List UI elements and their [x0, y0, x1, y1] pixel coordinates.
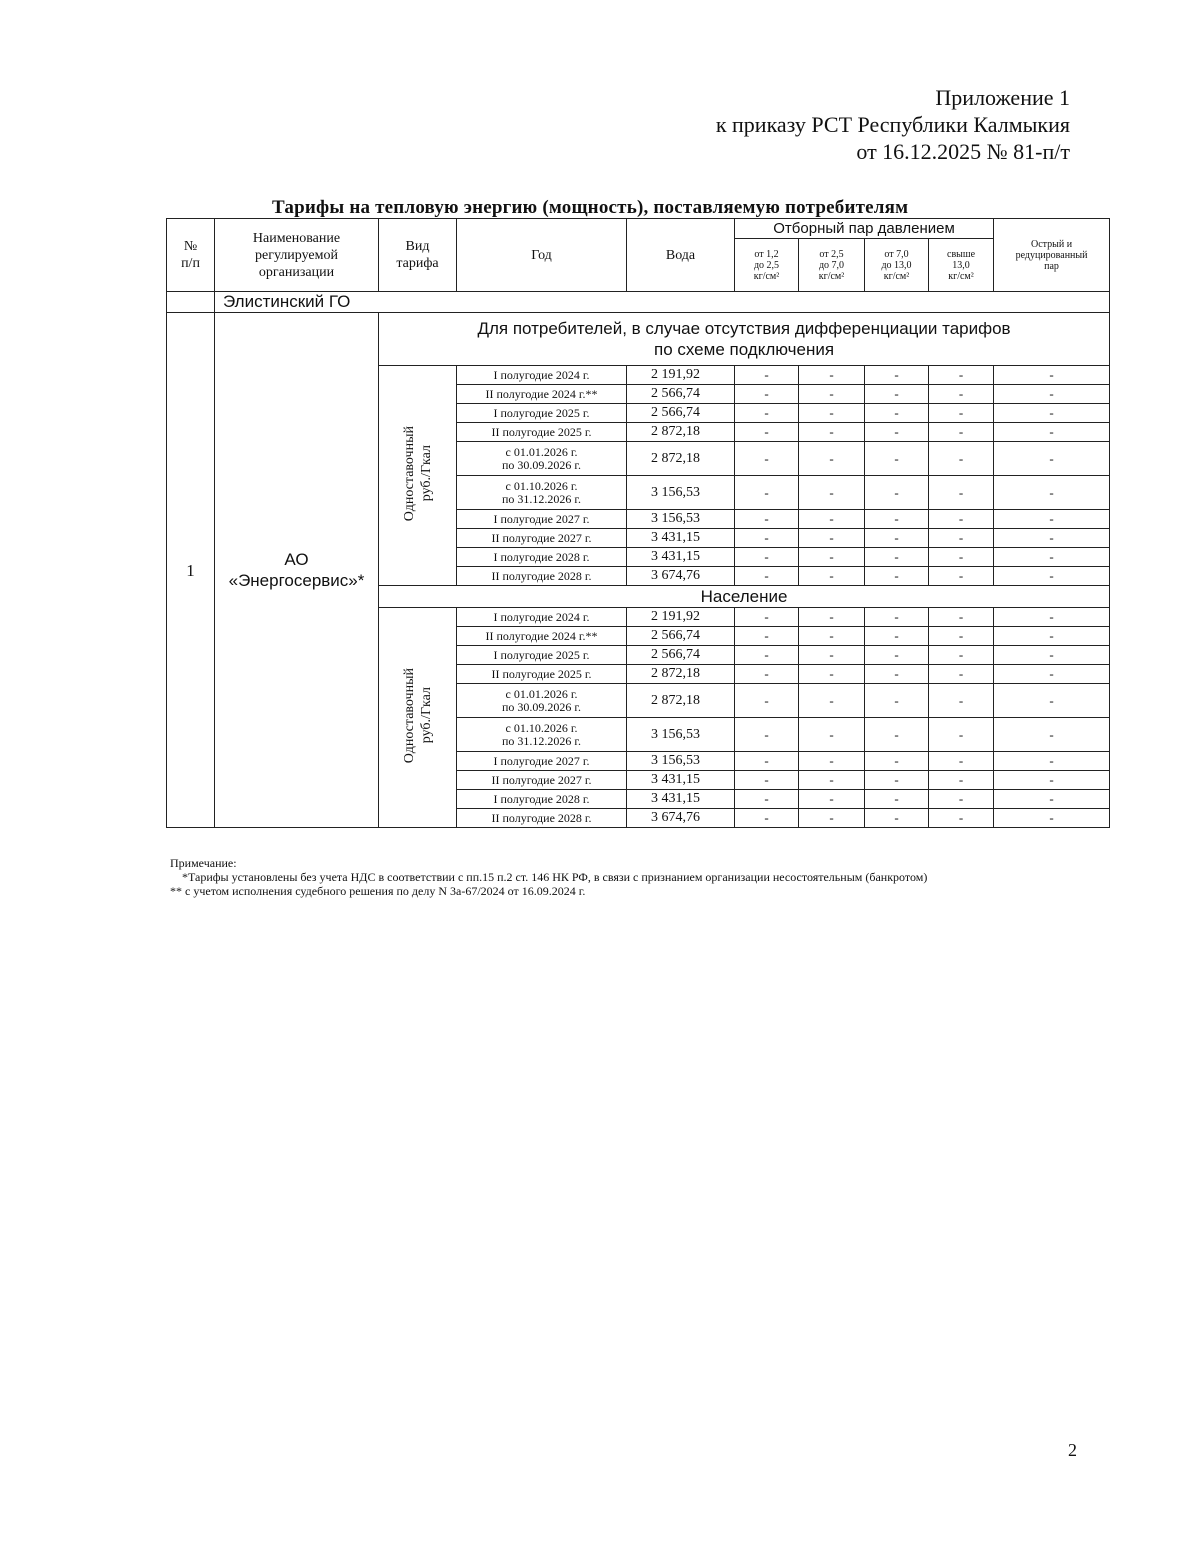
pressure-1-cell: -	[735, 627, 799, 646]
period-cell: I полугодие 2024 г.	[457, 608, 627, 627]
water-tariff-cell: 2 872,18	[627, 423, 735, 442]
sharp-steam-cell: -	[994, 529, 1110, 548]
pressure-4-cell: -	[929, 529, 994, 548]
period-cell: II полугодие 2024 г.**	[457, 385, 627, 404]
sharp-steam-cell: -	[994, 665, 1110, 684]
header-tariff-type: Вид тарифа	[379, 219, 457, 292]
pressure-3-cell: -	[865, 366, 929, 385]
pressure-3-cell: -	[865, 476, 929, 510]
section-title: Население	[379, 586, 1110, 608]
pressure-4-cell: -	[929, 790, 994, 809]
pressure-2-cell: -	[799, 627, 865, 646]
pressure-2-cell: -	[799, 423, 865, 442]
row-number: 1	[167, 313, 215, 828]
pressure-3-cell: -	[865, 567, 929, 586]
pressure-4-cell: -	[929, 771, 994, 790]
period-cell: I полугодие 2027 г.	[457, 510, 627, 529]
period-cell: I полугодие 2027 г.	[457, 752, 627, 771]
pressure-3-cell: -	[865, 627, 929, 646]
district-empty-cell	[167, 292, 215, 313]
pressure-2-cell: -	[799, 404, 865, 423]
water-tariff-cell: 2 566,74	[627, 627, 735, 646]
pressure-3-cell: -	[865, 646, 929, 665]
sharp-steam-cell: -	[994, 567, 1110, 586]
period-cell: I полугодие 2025 г.	[457, 404, 627, 423]
header-org: Наименование регулируемой организации	[215, 219, 379, 292]
pressure-2-cell: -	[799, 608, 865, 627]
pressure-3-cell: -	[865, 548, 929, 567]
document-title: Тарифы на тепловую энергию (мощность), поставляемую потребителям	[272, 197, 909, 218]
sharp-steam-cell: -	[994, 790, 1110, 809]
water-tariff-cell: 3 156,53	[627, 510, 735, 529]
pressure-1-cell: -	[735, 442, 799, 476]
pressure-4-cell: -	[929, 809, 994, 828]
pressure-3-cell: -	[865, 529, 929, 548]
pressure-2-cell: -	[799, 718, 865, 752]
period-cell: с 01.01.2026 г. по 30.09.2026 г.	[457, 684, 627, 718]
water-tariff-cell: 3 156,53	[627, 476, 735, 510]
sharp-steam-cell: -	[994, 646, 1110, 665]
sharp-steam-cell: -	[994, 548, 1110, 567]
appendix-line-1: Приложение 1	[935, 85, 1070, 110]
pressure-4-cell: -	[929, 423, 994, 442]
tariff-type-cell	[379, 608, 457, 828]
pressure-3-cell: -	[865, 442, 929, 476]
pressure-2-cell: -	[799, 790, 865, 809]
pressure-3-cell: -	[865, 510, 929, 529]
water-tariff-cell: 3 431,15	[627, 548, 735, 567]
pressure-2-cell: -	[799, 548, 865, 567]
pressure-3-cell: -	[865, 718, 929, 752]
pressure-3-cell: -	[865, 752, 929, 771]
pressure-4-cell: -	[929, 404, 994, 423]
period-cell: с 01.10.2026 г. по 31.12.2026 г.	[457, 718, 627, 752]
period-cell: I полугодие 2028 г.	[457, 790, 627, 809]
pressure-4-cell: -	[929, 366, 994, 385]
pressure-2-cell: -	[799, 809, 865, 828]
note-1: *Тарифы установлены без учета НДС в соответствии с пп.15 п.2 ст. 146 НК РФ, в связи с признанием организации несостоятельным (банкротом)	[182, 870, 928, 884]
period-cell: I полугодие 2028 г.	[457, 548, 627, 567]
appendix-header	[716, 84, 1070, 165]
pressure-2-cell: -	[799, 771, 865, 790]
header-pressure-3: от 7,0 до 13,0 кг/см²	[865, 239, 929, 292]
pressure-3-cell: -	[865, 809, 929, 828]
sharp-steam-cell: -	[994, 718, 1110, 752]
header-pressure-2: от 2,5 до 7,0 кг/см²	[799, 239, 865, 292]
sharp-steam-cell: -	[994, 771, 1110, 790]
water-tariff-cell: 2 191,92	[627, 608, 735, 627]
water-tariff-cell: 2 872,18	[627, 442, 735, 476]
tariff-type-label: Одноставочный руб./Гкал	[401, 667, 434, 764]
sharp-steam-cell: -	[994, 809, 1110, 828]
header-pressure-1: от 1,2 до 2,5 кг/см²	[735, 239, 799, 292]
water-tariff-cell: 2 191,92	[627, 366, 735, 385]
appendix-line-2: к приказу РСТ Республики Калмыкия	[715, 112, 1070, 137]
water-tariff-cell: 2 566,74	[627, 646, 735, 665]
pressure-4-cell: -	[929, 646, 994, 665]
period-cell: I полугодие 2025 г.	[457, 646, 627, 665]
header-pressure-4: свыше 13,0 кг/см²	[929, 239, 994, 292]
page-number: 2	[1068, 1440, 1077, 1460]
pressure-4-cell: -	[929, 718, 994, 752]
pressure-1-cell: -	[735, 366, 799, 385]
water-tariff-cell: 2 872,18	[627, 684, 735, 718]
sharp-steam-cell: -	[994, 423, 1110, 442]
tariff-table	[166, 218, 1110, 828]
header-sharp-steam: Острый и редуцированный пар	[994, 219, 1110, 292]
district-name: Элистинский ГО	[215, 292, 1110, 313]
sharp-steam-cell: -	[994, 752, 1110, 771]
water-tariff-cell: 3 674,76	[627, 809, 735, 828]
pressure-4-cell: -	[929, 608, 994, 627]
pressure-1-cell: -	[735, 529, 799, 548]
period-cell: II полугодие 2028 г.	[457, 567, 627, 586]
pressure-1-cell: -	[735, 404, 799, 423]
appendix-line-3: от 16.12.2025 № 81-п/т	[856, 139, 1070, 164]
tariff-type-label: Одноставочный руб./Гкал	[401, 425, 434, 522]
sharp-steam-cell: -	[994, 510, 1110, 529]
pressure-2-cell: -	[799, 529, 865, 548]
pressure-2-cell: -	[799, 476, 865, 510]
pressure-2-cell: -	[799, 752, 865, 771]
period-cell: II полугодие 2027 г.	[457, 529, 627, 548]
water-tariff-cell: 2 872,18	[627, 665, 735, 684]
pressure-1-cell: -	[735, 790, 799, 809]
pressure-2-cell: -	[799, 665, 865, 684]
pressure-4-cell: -	[929, 476, 994, 510]
pressure-3-cell: -	[865, 771, 929, 790]
pressure-2-cell: -	[799, 366, 865, 385]
pressure-1-cell: -	[735, 809, 799, 828]
pressure-3-cell: -	[865, 790, 929, 809]
pressure-4-cell: -	[929, 752, 994, 771]
section-title: Для потребителей, в случае отсутствия дифференциации тарифов по схеме подключения	[379, 313, 1110, 366]
pressure-1-cell: -	[735, 423, 799, 442]
water-tariff-cell: 3 674,76	[627, 567, 735, 586]
notes	[170, 856, 927, 898]
pressure-1-cell: -	[735, 510, 799, 529]
pressure-3-cell: -	[865, 385, 929, 404]
pressure-4-cell: -	[929, 385, 994, 404]
sharp-steam-cell: -	[994, 684, 1110, 718]
period-cell: с 01.01.2026 г. по 30.09.2026 г.	[457, 442, 627, 476]
water-tariff-cell: 3 431,15	[627, 529, 735, 548]
pressure-2-cell: -	[799, 684, 865, 718]
tariff-type-cell	[379, 366, 457, 586]
pressure-1-cell: -	[735, 752, 799, 771]
water-tariff-cell: 3 156,53	[627, 752, 735, 771]
pressure-4-cell: -	[929, 548, 994, 567]
sharp-steam-cell: -	[994, 442, 1110, 476]
pressure-1-cell: -	[735, 665, 799, 684]
period-cell: II полугодие 2025 г.	[457, 423, 627, 442]
pressure-3-cell: -	[865, 404, 929, 423]
sharp-steam-cell: -	[994, 385, 1110, 404]
pressure-4-cell: -	[929, 665, 994, 684]
water-tariff-cell: 3 156,53	[627, 718, 735, 752]
pressure-2-cell: -	[799, 567, 865, 586]
period-cell: II полугодие 2027 г.	[457, 771, 627, 790]
pressure-3-cell: -	[865, 665, 929, 684]
sharp-steam-cell: -	[994, 366, 1110, 385]
water-tariff-cell: 2 566,74	[627, 404, 735, 423]
pressure-3-cell: -	[865, 608, 929, 627]
period-cell: с 01.10.2026 г. по 31.12.2026 г.	[457, 476, 627, 510]
sharp-steam-cell: -	[994, 608, 1110, 627]
pressure-1-cell: -	[735, 476, 799, 510]
pressure-1-cell: -	[735, 771, 799, 790]
pressure-4-cell: -	[929, 567, 994, 586]
sharp-steam-cell: -	[994, 404, 1110, 423]
organization-name: АО «Энергосервис»*	[215, 313, 379, 828]
pressure-3-cell: -	[865, 684, 929, 718]
pressure-1-cell: -	[735, 646, 799, 665]
period-cell: II полугодие 2024 г.**	[457, 627, 627, 646]
water-tariff-cell: 3 431,15	[627, 790, 735, 809]
notes-label: Примечание:	[170, 856, 237, 870]
sharp-steam-cell: -	[994, 476, 1110, 510]
pressure-4-cell: -	[929, 442, 994, 476]
pressure-1-cell: -	[735, 567, 799, 586]
pressure-1-cell: -	[735, 385, 799, 404]
period-cell: II полугодие 2025 г.	[457, 665, 627, 684]
water-tariff-cell: 2 566,74	[627, 385, 735, 404]
pressure-2-cell: -	[799, 385, 865, 404]
period-cell: II полугодие 2028 г.	[457, 809, 627, 828]
pressure-4-cell: -	[929, 627, 994, 646]
pressure-2-cell: -	[799, 646, 865, 665]
pressure-1-cell: -	[735, 718, 799, 752]
header-num: № п/п	[167, 219, 215, 292]
pressure-4-cell: -	[929, 684, 994, 718]
pressure-1-cell: -	[735, 608, 799, 627]
pressure-2-cell: -	[799, 442, 865, 476]
pressure-2-cell: -	[799, 510, 865, 529]
note-2: ** с учетом исполнения судебного решения по делу N 3а-67/2024 от 16.09.2024 г.	[170, 884, 586, 898]
sharp-steam-cell: -	[994, 627, 1110, 646]
header-steam-group: Отборный пар давлением	[735, 219, 994, 239]
period-cell: I полугодие 2024 г.	[457, 366, 627, 385]
pressure-3-cell: -	[865, 423, 929, 442]
header-water: Вода	[627, 219, 735, 292]
pressure-4-cell: -	[929, 510, 994, 529]
water-tariff-cell: 3 431,15	[627, 771, 735, 790]
header-year: Год	[457, 219, 627, 292]
pressure-1-cell: -	[735, 548, 799, 567]
pressure-1-cell: -	[735, 684, 799, 718]
